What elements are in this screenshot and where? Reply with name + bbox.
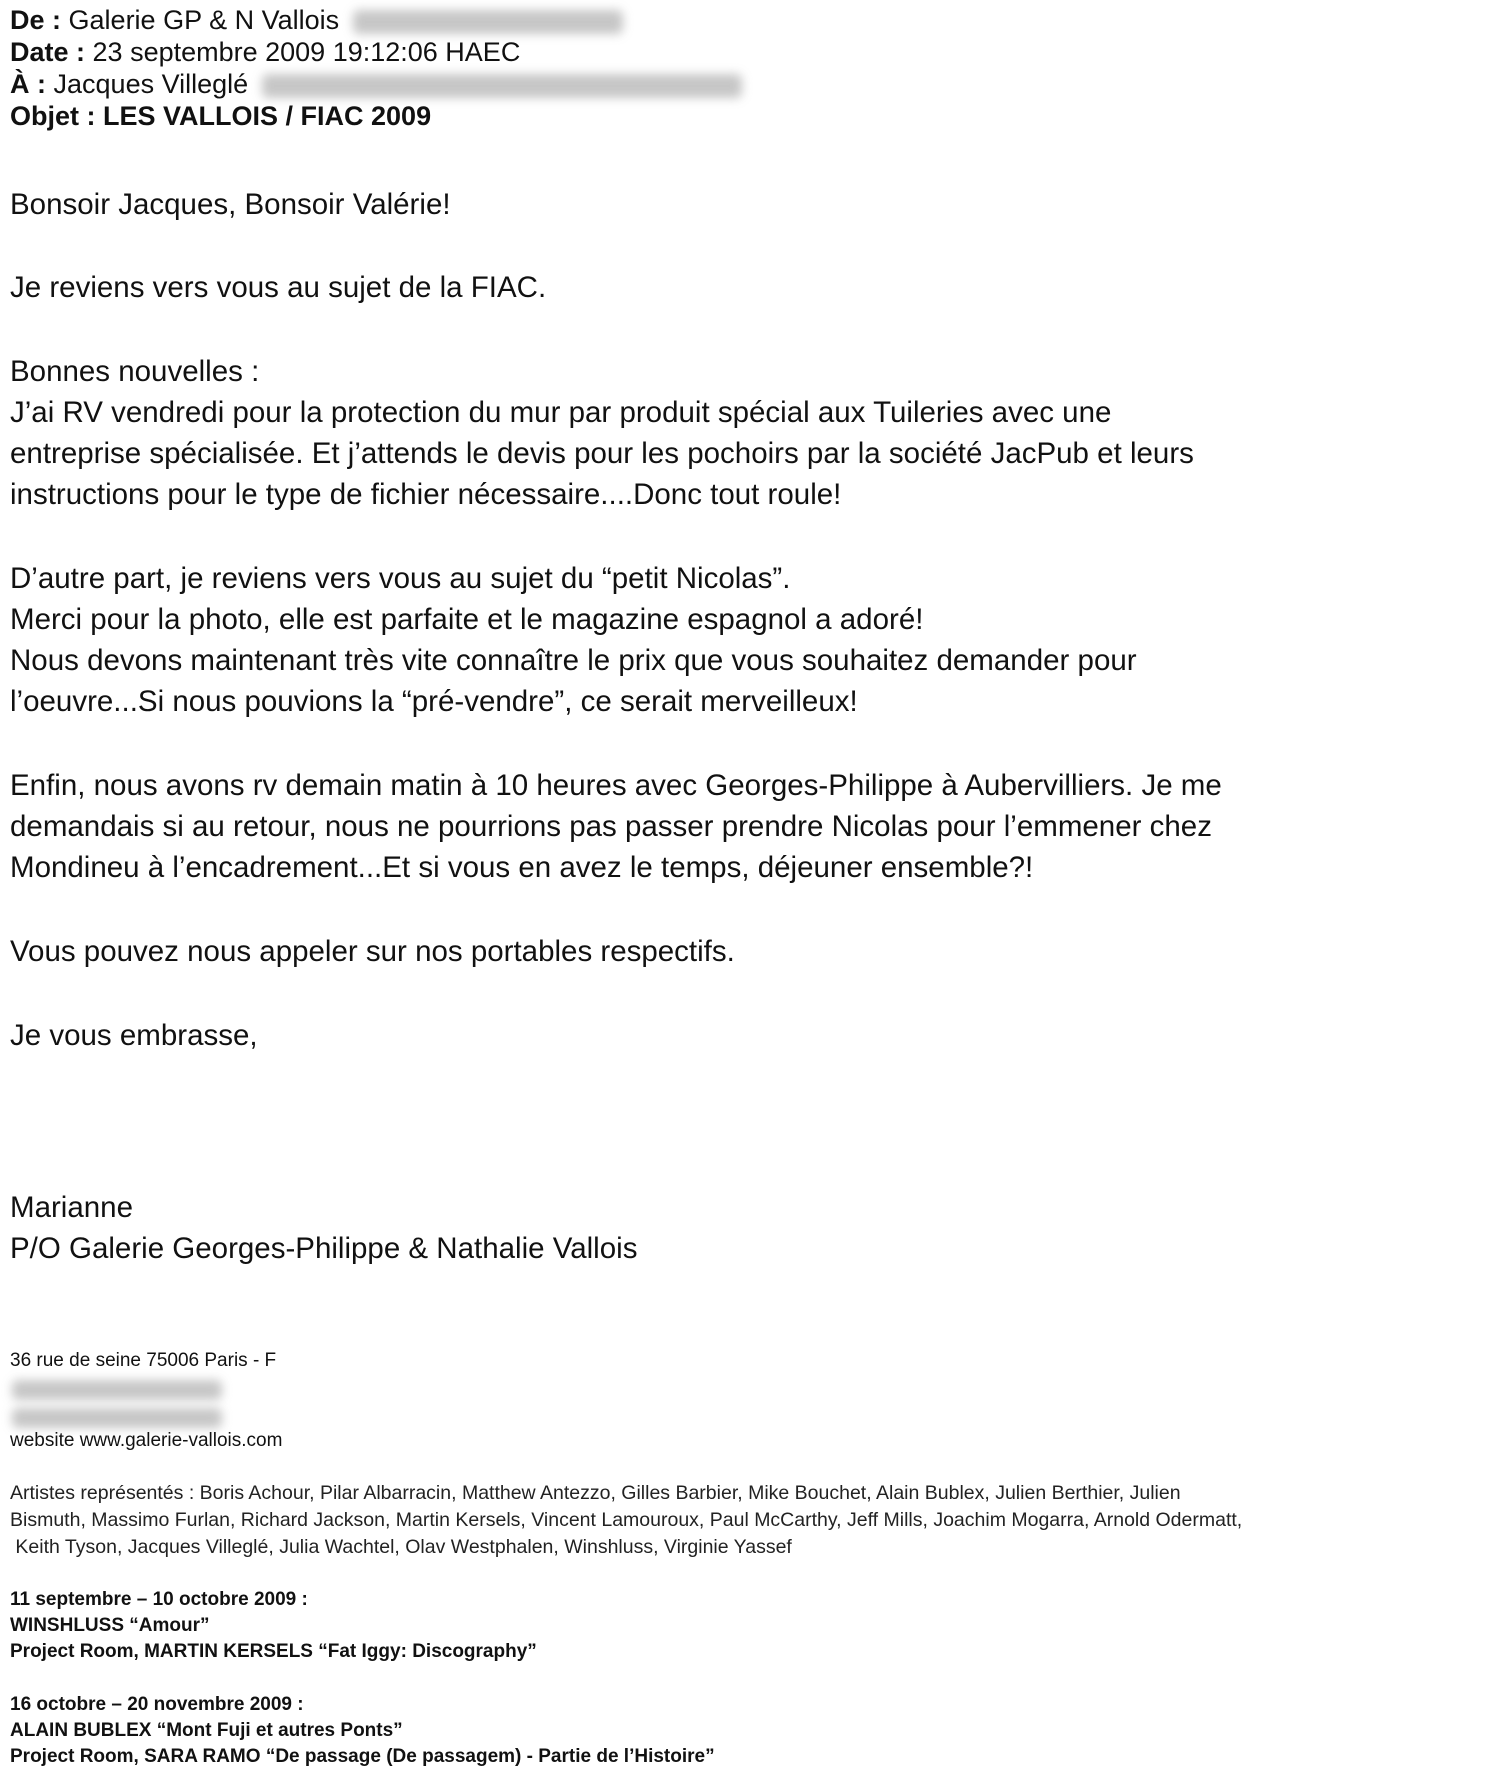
- paragraph-2-line-3: entreprise spécialisée. Et j’attends le devis pour les pochoirs par la société JacPub et leurs: [10, 437, 1194, 470]
- from-value: Galerie GP & N Vallois: [68, 5, 340, 35]
- exhibition-2-dates: 16 octobre – 20 novembre 2009 :: [10, 1694, 304, 1715]
- paragraph-2-line-1: Bonnes nouvelles :: [10, 355, 260, 388]
- redacted-phone-blur: [12, 1380, 222, 1428]
- exhibition-1-dates: 11 septembre – 10 octobre 2009 :: [10, 1589, 308, 1610]
- header-subject: [10, 100, 431, 132]
- header-from: [10, 4, 623, 36]
- paragraph-5: Vous pouvez nous appeler sur nos portables respectifs.: [10, 935, 735, 968]
- header-to: [10, 68, 742, 100]
- date-label: Date :: [10, 37, 86, 67]
- artists-line-1: Artistes représentés : Boris Achour, Pilar Albarracin, Matthew Antezzo, Gilles Barbier, Mike Bouchet, Alain Bublex, Julien Berthier, Julien: [10, 1482, 1181, 1504]
- exhibition-2-project-room: Project Room, SARA RAMO “De passage (De passagem) - Partie de l’Histoire”: [10, 1746, 715, 1767]
- paragraph-4-line-1: Enfin, nous avons rv demain matin à 10 heures avec Georges-Philippe à Aubervilliers. Je me: [10, 769, 1222, 802]
- artists-list: [10, 1480, 1490, 1561]
- gallery-address: 36 rue de seine 75006 Paris - F: [10, 1350, 277, 1371]
- paragraph-3-line-2: Merci pour la photo, elle est parfaite et le magazine espagnol a adoré!: [10, 603, 924, 636]
- paragraph-4-line-2: demandais si au retour, nous ne pourrions pas passer prendre Nicolas pour l’emmener chez: [10, 810, 1212, 843]
- artists-line-3: Keith Tyson, Jacques Villeglé, Julia Wachtel, Olav Westphalen, Winshluss, Virginie Yassef: [10, 1536, 792, 1558]
- greeting: Bonsoir Jacques, Bonsoir Valérie!: [10, 188, 451, 221]
- redacted-email-blur: [353, 10, 623, 34]
- paragraph-3-line-3: Nous devons maintenant très vite connaître le prix que vous souhaitez demander pour: [10, 644, 1137, 677]
- signature-name: Marianne: [10, 1191, 133, 1224]
- date-value: 23 septembre 2009 19:12:06 HAEC: [92, 37, 521, 67]
- subject-value: LES VALLOIS / FIAC 2009: [103, 101, 432, 131]
- subject-label: Objet :: [10, 101, 96, 131]
- paragraph-2-line-4: instructions pour le type de fichier nécessaire....Donc tout roule!: [10, 478, 842, 511]
- header-date: [10, 36, 520, 68]
- exhibition-1-main: WINSHLUSS “Amour”: [10, 1615, 210, 1636]
- exhibition-2-main: ALAIN BUBLEX “Mont Fuji et autres Ponts”: [10, 1720, 403, 1741]
- closing: Je vous embrasse,: [10, 1019, 258, 1052]
- to-value: Jacques Villeglé: [53, 69, 249, 99]
- paragraph-1: Je reviens vers vous au sujet de la FIAC.: [10, 271, 547, 304]
- paragraph-2-line-2: J’ai RV vendredi pour la protection du mur par produit spécial aux Tuileries avec une: [10, 396, 1112, 429]
- paragraph-3-line-1: D’autre part, je reviens vers vous au sujet du “petit Nicolas”.: [10, 562, 791, 595]
- paragraph-4-line-3: Mondineu à l’encadrement...Et si vous en avez le temps, déjeuner ensemble?!: [10, 851, 1034, 884]
- signature-org: P/O Galerie Georges-Philippe & Nathalie Vallois: [10, 1232, 638, 1265]
- gallery-website: website www.galerie-vallois.com: [10, 1430, 283, 1451]
- redacted-email-blur: [262, 74, 742, 98]
- exhibition-1-project-room: Project Room, MARTIN KERSELS “Fat Iggy: Discography”: [10, 1641, 537, 1662]
- artists-line-2: Bismuth, Massimo Furlan, Richard Jackson, Martin Kersels, Vincent Lamouroux, Paul McCarthy, Jeff Mills, Joachim Mogarra, Arnold Odermatt,: [10, 1509, 1243, 1531]
- from-label: De :: [10, 5, 62, 35]
- paragraph-3-line-4: l’oeuvre...Si nous pouvions la “pré-vendre”, ce serait merveilleux!: [10, 685, 858, 718]
- to-label: À :: [10, 69, 46, 99]
